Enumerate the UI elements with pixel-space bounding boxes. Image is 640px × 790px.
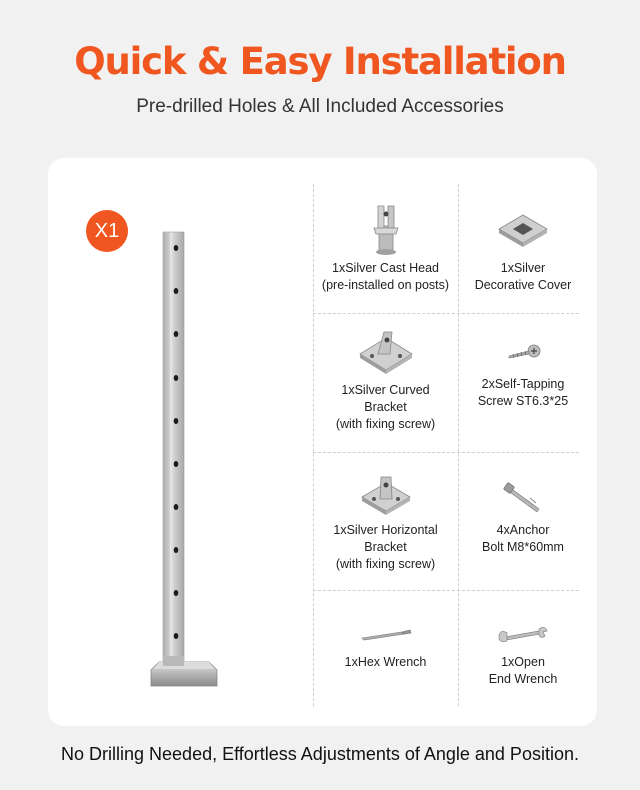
grid-divider <box>313 590 579 591</box>
accessory-label: 1xSilver Curved <box>341 383 430 397</box>
accessory-label: 4xAnchor <box>496 523 550 537</box>
grid-divider <box>313 313 579 314</box>
cast-head-icon <box>366 200 406 258</box>
hex-wrench-icon <box>358 624 414 644</box>
accessory-decorative-cover <box>458 198 588 294</box>
horizontal-bracket-icon <box>358 473 414 519</box>
accessory-label: 1xHex Wrench <box>344 655 427 669</box>
accessory-curved-bracket <box>313 324 458 433</box>
accessory-horizontal-bracket <box>313 470 458 573</box>
accessory-label: Bracket <box>364 540 407 554</box>
footer-tagline: No Drilling Needed, Effortless Adjustments of Angle and Position. <box>61 744 579 764</box>
accessory-cast-head <box>313 198 458 294</box>
anchor-bolt-icon <box>499 481 547 517</box>
accessory-anchor-bolt <box>458 476 588 556</box>
accessory-label: (with fixing screw) <box>335 557 436 571</box>
accessory-label: 1xSilver <box>500 261 546 275</box>
decorative-cover-icon <box>495 209 551 249</box>
accessory-label: 1xSilver Cast Head <box>332 261 439 275</box>
accessory-label: 1xOpen <box>501 655 545 669</box>
accessory-label: Screw ST6.3*25 <box>477 394 569 408</box>
railing-post-image <box>145 228 225 698</box>
accessory-label: Bolt M8*60mm <box>482 540 564 554</box>
accessory-open-end-wrench <box>458 614 588 688</box>
page-subtitle: Pre-drilled Holes & All Included Accessories <box>136 96 504 117</box>
accessory-label: Decorative Cover <box>474 278 572 292</box>
accessory-label: End Wrench <box>488 672 558 686</box>
curved-bracket-icon <box>356 328 416 378</box>
accessory-hex-wrench <box>313 614 458 671</box>
screw-icon <box>503 338 543 368</box>
accessory-tapping-screw <box>458 330 588 410</box>
accessory-label: (with fixing screw) <box>335 417 436 431</box>
grid-divider <box>313 452 579 453</box>
page-title: Quick & Easy Installation <box>74 40 566 83</box>
accessory-label: Bracket <box>364 400 407 414</box>
accessory-label: 1xSilver Horizontal <box>333 523 438 537</box>
quantity-badge: X1 <box>86 210 128 252</box>
accessory-label: (pre-installed on posts) <box>321 278 450 292</box>
accessory-label: 2xSelf-Tapping <box>481 377 565 391</box>
open-end-wrench-icon <box>495 623 551 645</box>
